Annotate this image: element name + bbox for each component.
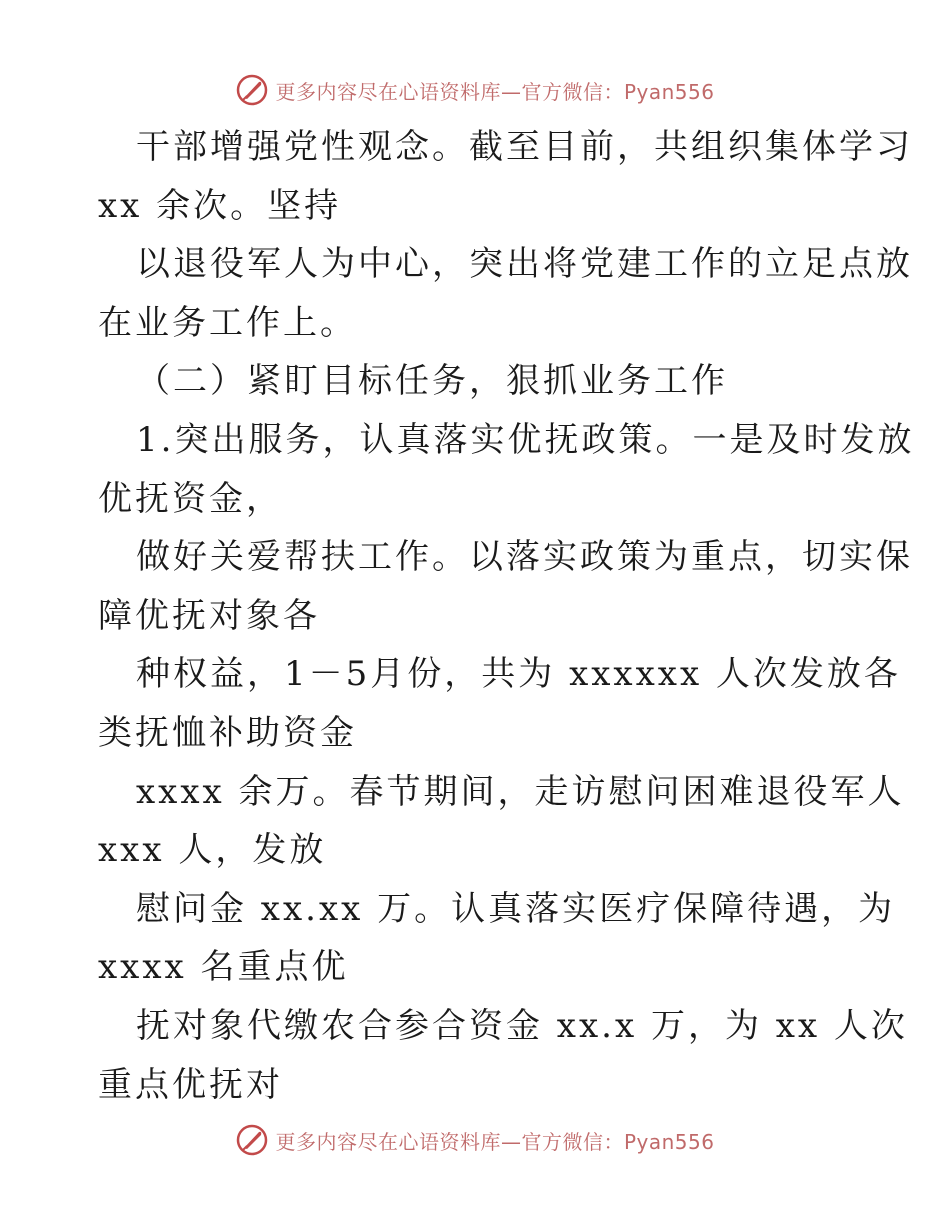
text-line: 1.突出服务，认真落实优抚政策。一是及时发放 <box>136 419 915 460</box>
section-heading: （二）紧盯目标任务，狠抓业务工作 <box>136 361 728 402</box>
text-line: 障优抚对象各 <box>98 595 320 636</box>
text-line: 以退役军人为中心，突出将党建工作的立足点放 <box>136 244 913 285</box>
header-watermark <box>0 70 950 110</box>
text-line: xxxx 名重点优 <box>98 947 349 988</box>
text-line: 慰问金 xx.xx 万。认真落实医疗保障待遇，为 <box>136 888 896 929</box>
watermark-text: 更多内容尽在心语资料库—官方微信：Pyan556 <box>275 79 715 104</box>
feather-pen-logo-icon <box>235 73 269 107</box>
text-line: 优抚资金， <box>98 478 283 519</box>
text-line: 干部增强党性观念。截至目前，共组织集体学习 <box>136 127 913 167</box>
document-body <box>98 118 915 1114</box>
text-line: 做好关爱帮扶工作。以落实政策为重点，切实保 <box>136 537 913 578</box>
feather-pen-logo-icon <box>235 1123 269 1157</box>
text-line: 在业务工作上。 <box>98 302 357 343</box>
text-line: 重点优抚对 <box>98 1064 283 1105</box>
footer-watermark <box>0 1120 950 1160</box>
watermark-text: 更多内容尽在心语资料库—官方微信：Pyan556 <box>275 1129 715 1154</box>
text-line: xxxx 余万。春节期间，走访慰问困难退役军人 <box>136 771 905 812</box>
text-line: 种权益，1－5月份，共为 xxxxxx 人次发放各 <box>136 654 901 695</box>
text-line: 类抚恤补助资金 <box>98 712 357 753</box>
text-line: xx 余次。坚持 <box>98 185 342 226</box>
text-line: 抚对象代缴农合参合资金 xx.x 万，为 xx 人次 <box>136 1005 908 1046</box>
text-line: xxx 人，发放 <box>98 830 327 871</box>
